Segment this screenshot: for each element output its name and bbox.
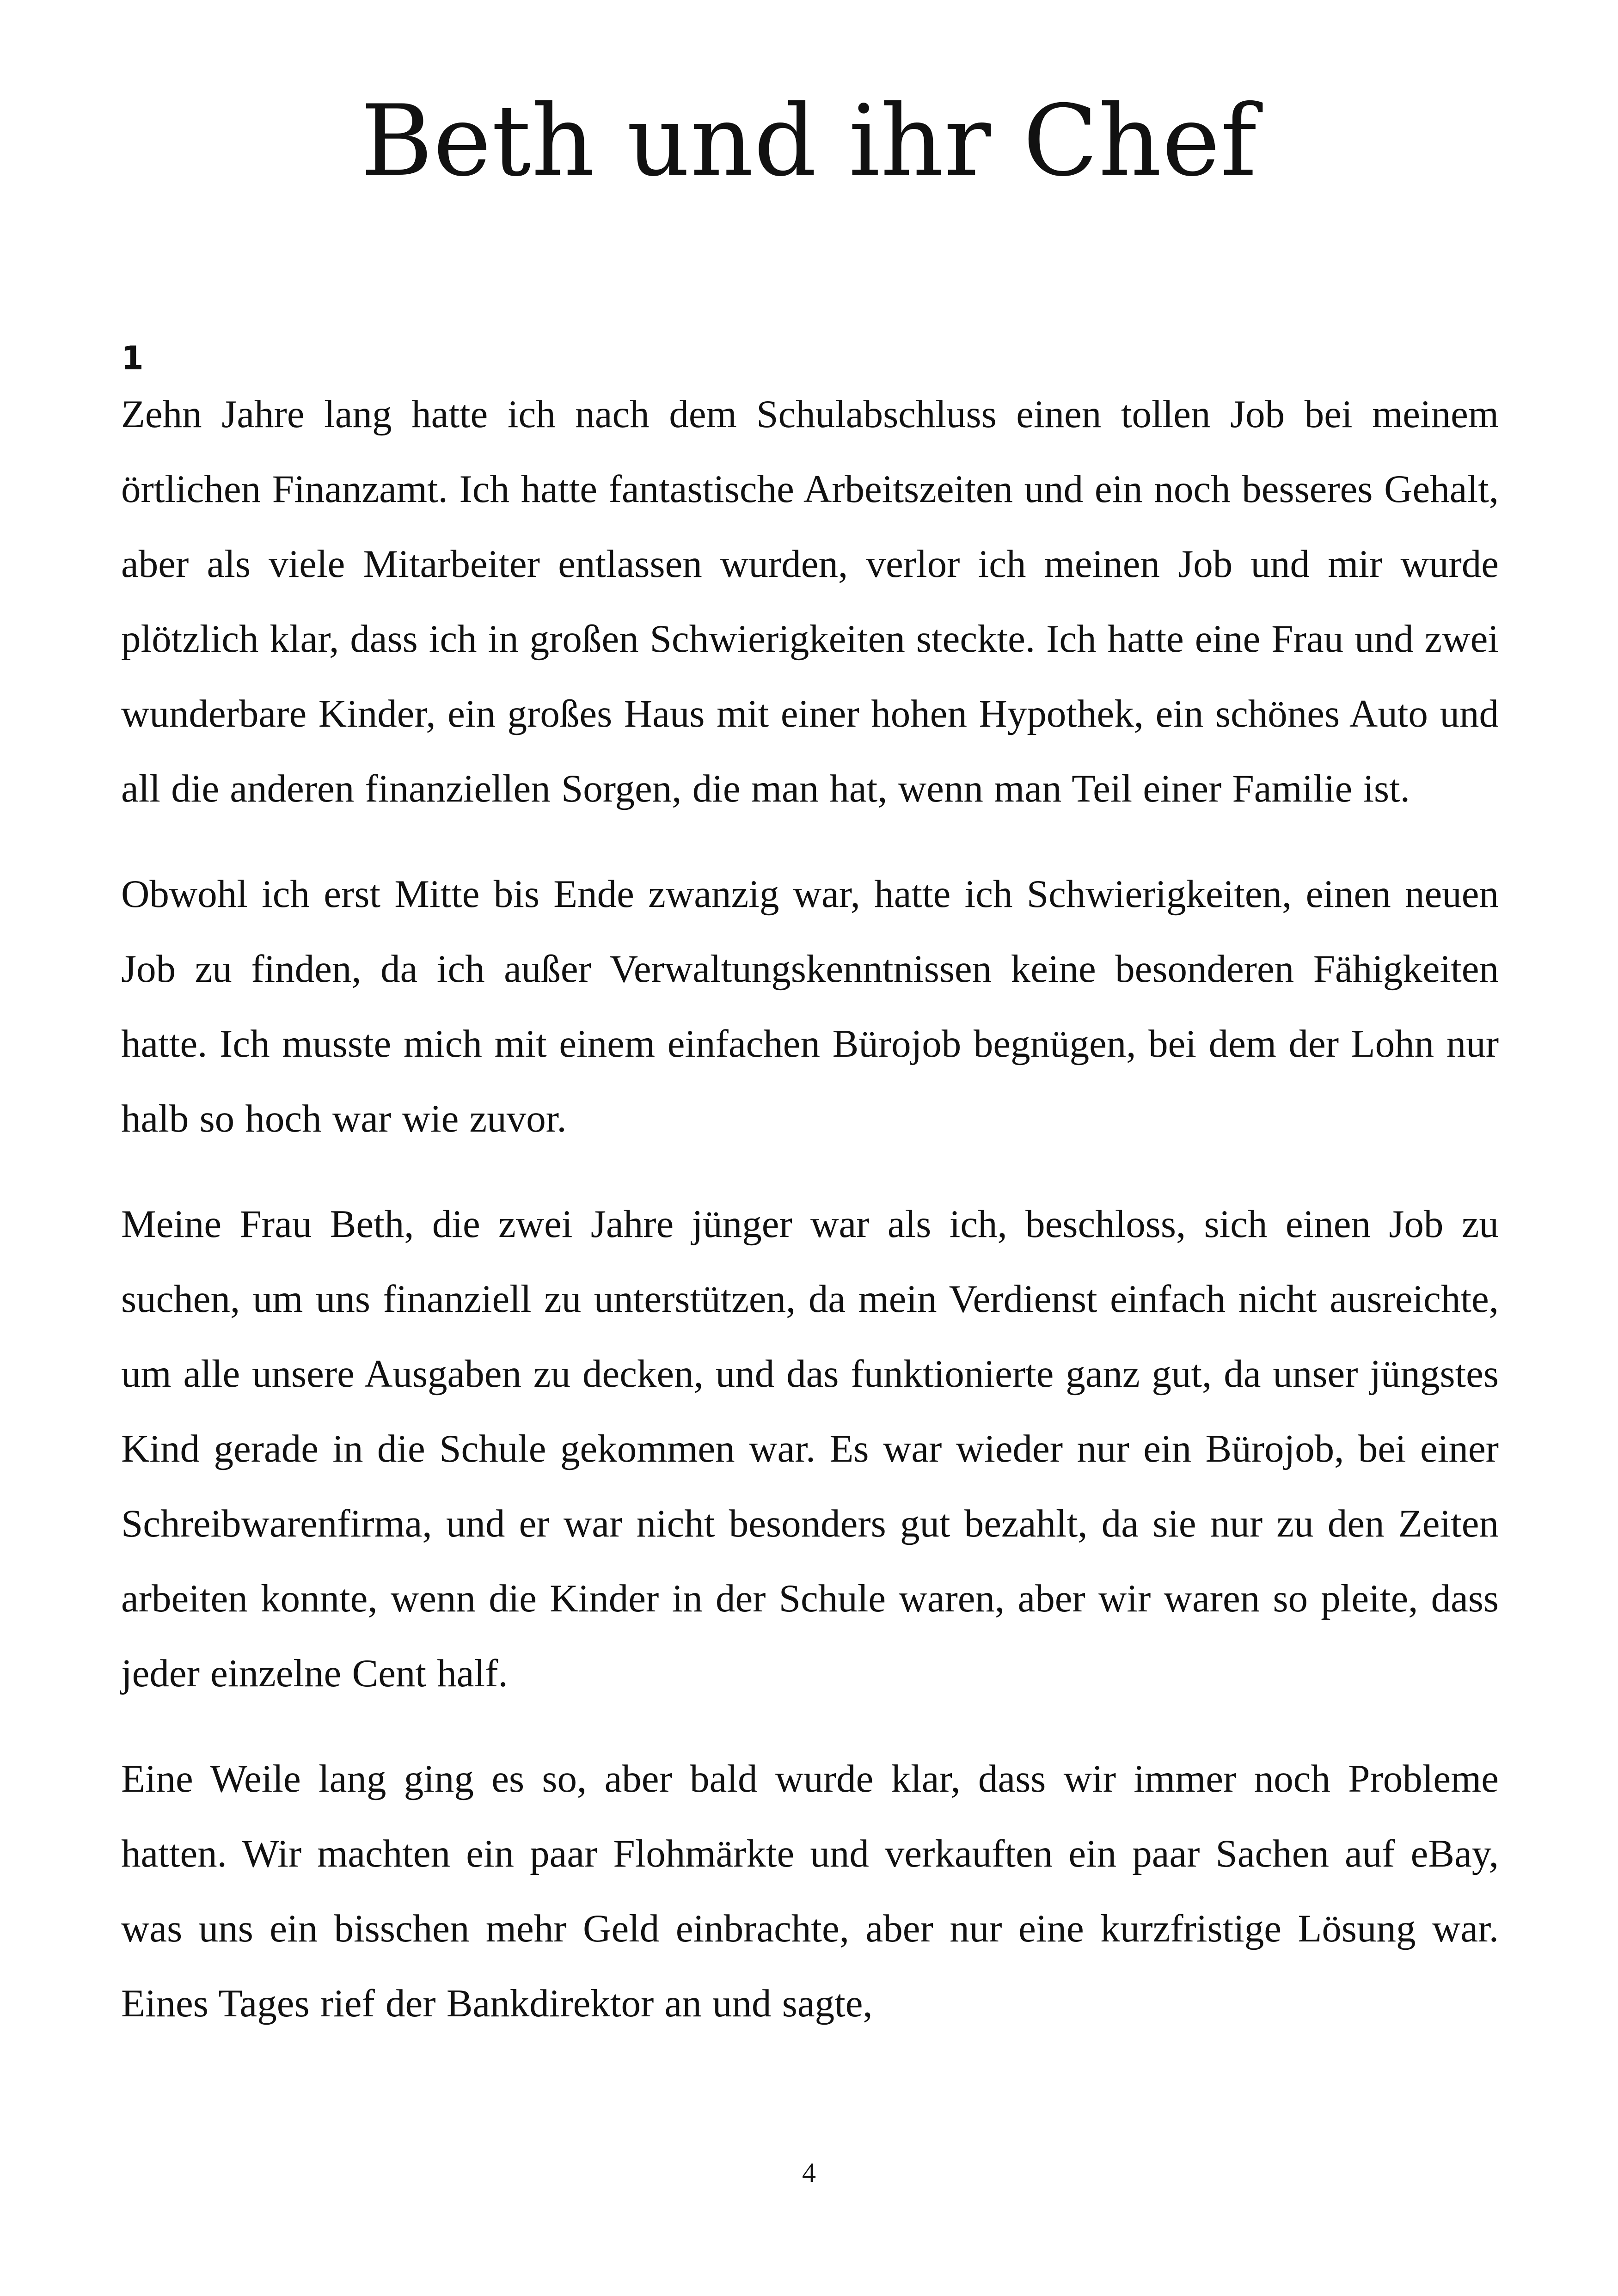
page-number: 4 — [802, 2157, 816, 2188]
body-text — [121, 377, 1499, 2071]
paragraph-1: Zehn Jahre lang hatte ich nach dem Schulabschluss einen tollen Job bei meinem örtlichen Finanzamt. Ich hatte fantastische Arbeitszeiten und ein noch besseres Gehalt, aber als viele Mitarbeiter entlassen wurden, verlor ich meinen Job und mir wurde plötzlich klar, dass ich in großen Schwierigkeiten steckte. Ich hatte eine Frau und zwei wunderbare Kinder, ein großes Haus mit einer hohen Hypothek, ein schönes Auto und all die anderen finanziellen Sorgen, die man hat, wenn man Teil einer Familie ist. — [121, 392, 1499, 810]
paragraph-4: Eine Weile lang ging es so, aber bald wurde klar, dass wir immer noch Probleme hatten. Wir machten ein paar Flohmärkte und verkauften ein paar Sachen auf eBay, was uns ein bisschen mehr Geld einbrachte, aber nur eine kurzfristige Lösung war. Eines Tages rief der Bankdirektor an und sagte, — [121, 1757, 1499, 2025]
paragraph-2: Obwohl ich erst Mitte bis Ende zwanzig war, hatte ich Schwierigkeiten, einen neuen Job zu finden, da ich außer Verwaltungskenntnissen keine besonderen Fähigkeiten hatte. Ich musste mich mit einem einfachen Bürojob begnügen, bei dem der Lohn nur halb so hoch war wie zuvor. — [121, 872, 1499, 1140]
chapter-number: 1 — [121, 339, 144, 377]
paragraph-3: Meine Frau Beth, die zwei Jahre jünger war als ich, beschloss, sich einen Job zu suchen, um uns finanziell zu unterstützen, da mein Verdienst einfach nicht ausreichte, um alle unsere Ausgaben zu decken, und das funktionierte ganz gut, da unser jüngstes Kind gerade in die Schule gekommen war. Es war wieder nur ein Bürojob, bei einer Schreibwarenfirma, und er war nicht besonders gut bezahlt, da sie nur zu den Zeiten arbeiten konnte, wenn die Kinder in der Schule waren, aber wir waren so pleite, dass jeder einzelne Cent half. — [121, 1202, 1499, 1695]
document-title: Beth und ihr Chef — [361, 84, 1257, 198]
